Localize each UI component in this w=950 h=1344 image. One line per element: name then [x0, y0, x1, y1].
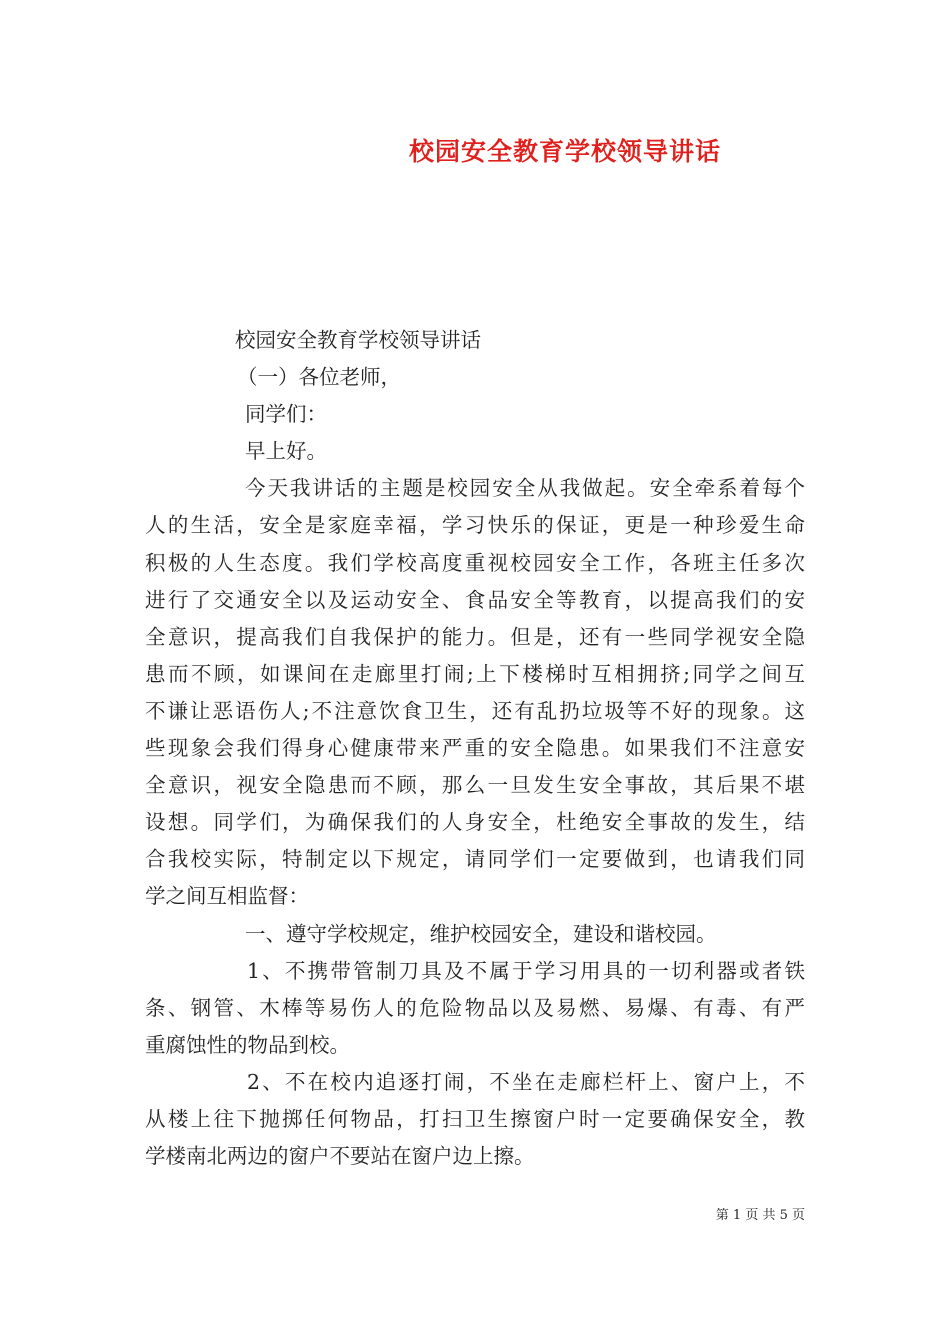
text-line: 学楼南北两边的窗户不要站在窗户边上擦。 — [145, 1144, 535, 1169]
section-heading-1: 一、遵守学校规定，维护校园安全，建设和谐校园。 — [245, 921, 717, 946]
text-line: 从楼上往下抛掷任何物品，打扫卫生擦窗户时一定要确保安全，教 — [145, 1106, 805, 1131]
item-2 — [145, 1064, 805, 1175]
text-line: 进行了交通安全以及运动安全、食品安全等教育，以提高我们的安 — [145, 587, 805, 612]
item-1 — [145, 953, 805, 1064]
text-line: 些现象会我们得身心健康带来严重的安全隐患。如果我们不注意安 — [145, 736, 805, 761]
text-line: 积极的人生态度。我们学校高度重视校园安全工作，各班主任多次 — [145, 550, 805, 575]
text-line: 学之间互相监督： — [145, 884, 309, 909]
text-line: 全意识，视安全隐患而不顾，那么一旦发生安全事故，其后果不堪 — [145, 773, 805, 798]
text-line: 不谦让恶语伤人;不注意饮食卫生，还有乱扔垃圾等不好的现象。这 — [145, 698, 805, 723]
greeting-students: 同学们： — [245, 402, 327, 427]
text-line: 患而不顾，如课间在走廊里打闹;上下楼梯时互相拥挤;同学之间互 — [145, 661, 805, 686]
heading: 校园安全教育学校领导讲话 — [235, 328, 481, 352]
text-line: 2、不在校内追逐打闹，不坐在走廊栏杆上、窗户上，不 — [247, 1069, 805, 1094]
text-line: 条、钢管、木棒等易伤人的危险物品以及易燃、易爆、有毒、有严 — [145, 995, 805, 1020]
paragraph-intro — [145, 470, 805, 915]
text-line: 合我校实际，特制定以下规定，请同学们一定要做到，也请我们同 — [145, 847, 805, 872]
document-body — [145, 322, 805, 1175]
document-title: 校园安全教育学校领导讲话 — [408, 137, 721, 166]
text-line: 1、不携带管制刀具及不属于学习用具的一切利器或者铁 — [247, 958, 805, 983]
text-line: 设想。同学们，为确保我们的人身安全，杜绝安全事故的发生，结 — [145, 810, 805, 835]
text-line: 人的生活，安全是家庭幸福，学习快乐的保证，更是一种珍爱生命 — [145, 513, 805, 538]
greeting-morning: 早上好。 — [245, 439, 327, 464]
page-number: 第 1 页 共 5 页 — [715, 1208, 805, 1223]
text-line: 今天我讲话的主题是校园安全从我做起。安全牵系着每个 — [245, 476, 805, 501]
text-line: 重腐蚀性的物品到校。 — [145, 1032, 350, 1057]
greeting-teachers: （一）各位老师， — [237, 365, 401, 390]
text-line: 全意识，提高我们自我保护的能力。但是，还有一些同学视安全隐 — [145, 624, 805, 649]
